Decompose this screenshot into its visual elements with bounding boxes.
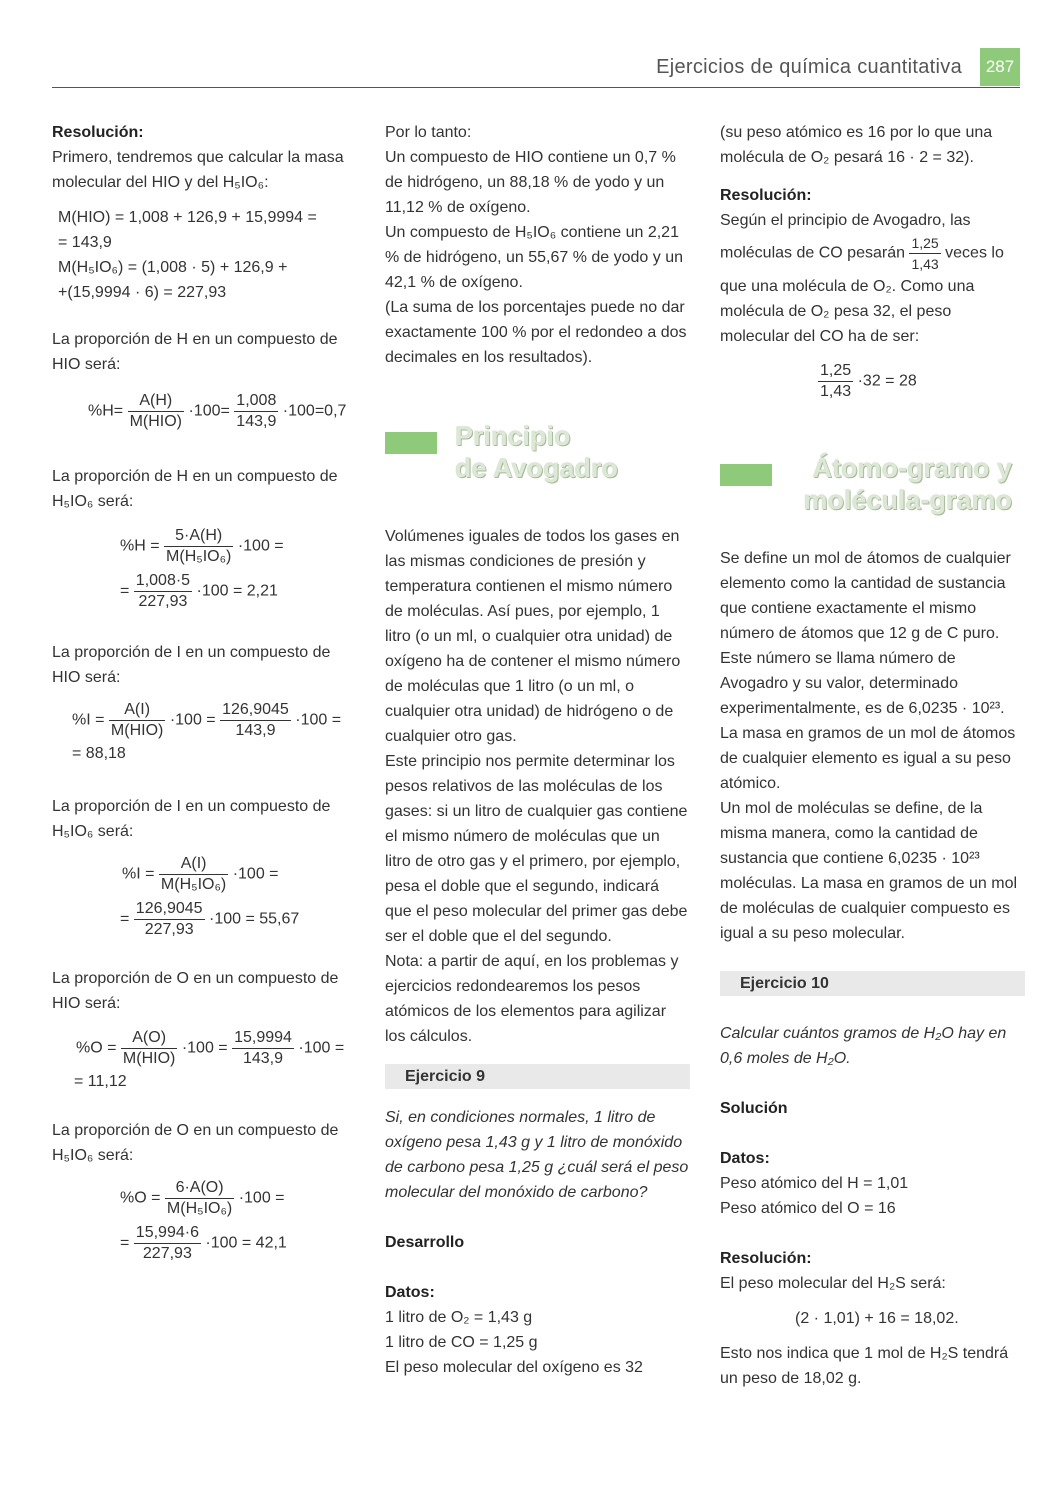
equation-i-h5io6-line2 — [52, 899, 362, 940]
eq-numerator: A(O) — [121, 1028, 177, 1049]
section-title — [455, 420, 618, 484]
eq-lhs: %O = — [76, 1039, 117, 1057]
eq-rhs: ·32 = 28 — [857, 372, 917, 390]
eq-lhs: %I = — [72, 711, 105, 729]
eq-numerator: A(H) — [128, 391, 184, 412]
hio-composition: Un compuesto de HIO contiene un 0,7 % de hidrógeno, un 88,18 % de yodo y un 11,12 % de oxígeno. — [385, 149, 676, 216]
eq-denominator: M(HIO) — [122, 1050, 176, 1067]
eq-rhs: ·100 = — [295, 711, 342, 729]
desarrollo-label: Desarrollo — [385, 1234, 465, 1251]
resolution-text-b: veces lo que una molécula de O₂. Como una molécula de O₂ pesa 32, el peso molecular del CO ha de ser: — [720, 244, 1004, 345]
equation-o-hio-result: = 11,12 — [74, 1073, 127, 1090]
resolution-text — [720, 208, 1025, 349]
column-left — [52, 120, 362, 1264]
continuation-text: (su peso atómico es 16 por lo que una molécula de O₂ pesará 16 · 2 = 32). — [720, 124, 993, 166]
dato-1: Peso atómico del H = 1,01 — [720, 1175, 909, 1192]
exercise-10-statement: Calcular cuántos gramos de H₂O hay en 0,6 moles de H₂O. — [720, 1025, 1007, 1067]
exercise-10-box: Ejercicio 10 — [720, 971, 1025, 996]
eq-denominator: 143,9 — [235, 722, 276, 739]
mol-atoms-text: Se define un mol de átomos de cualquier elemento como la cantidad de sustancia que contiene exactamente el mismo número de átomos que 12 g de C puro. Este número se llama número de Avogadro y su valor, determinado experimentalmente, es de 6,0235 · 10²³. La masa en gramos de un mol de átomos de cualquier elemento es igual a su peso atómico. — [720, 550, 1016, 792]
paragraph-o-h5io6: La proporción de O en un compuesto de H₅IO₆ será: — [52, 1122, 339, 1164]
eq-denominator: 227,93 — [144, 921, 194, 938]
eq-numerator: 15,994·6 — [134, 1223, 201, 1244]
eq-rhs: ·100 = 55,67 — [208, 910, 300, 928]
section-bar — [720, 464, 772, 486]
eq-numerator: 126,9045 — [134, 899, 205, 920]
eq-rhs: ·100 = — [298, 1039, 345, 1057]
eq-rhs: ·100 = 2,21 — [196, 582, 278, 600]
solucion-label: Solución — [720, 1100, 788, 1117]
eq-denominator: 143,9 — [236, 413, 277, 430]
equation-i-hio — [52, 700, 362, 741]
eq-lhs: = — [120, 1234, 130, 1252]
final-text: Esto nos indica que 1 mol de H₂S tendrá un peso de 18,02 g. — [720, 1345, 1009, 1387]
eq-lhs: %O = — [120, 1189, 161, 1207]
resolution-2-text: El peso molecular del H₂S será: — [720, 1275, 946, 1292]
dato-1: 1 litro de O₂ = 1,43 g — [385, 1309, 533, 1326]
eq-mid: ·100 = — [181, 1039, 228, 1057]
equation-i-h5io6 — [52, 854, 362, 895]
page-number: 287 — [980, 48, 1020, 86]
eq-mid: ·100 = — [238, 1189, 285, 1207]
eq-numerator: 15,9994 — [232, 1028, 294, 1049]
eq-denominator: M(H₅IO₆) — [166, 1200, 233, 1217]
ratio-denominator: 1,43 — [911, 256, 939, 272]
section-title-line2: molécula-gramo — [803, 485, 1012, 515]
paragraph-h-h5io6: La proporción de H en un compuesto de H₅IO₆ será: — [52, 468, 338, 510]
m-h5io6-line1: M(H₅IO₆) = (1,008 · 5) + 126,9 + — [58, 259, 288, 276]
column-middle — [385, 120, 690, 1380]
ratio-numerator: 1,25 — [909, 233, 940, 254]
eq-denominator: M(HIO) — [129, 413, 183, 430]
equation-o-hio — [52, 1028, 362, 1069]
equation-o-h5io6 — [52, 1178, 362, 1219]
equation-h-h5io6 — [52, 526, 362, 567]
m-hio-line2: = 143,9 — [58, 234, 112, 251]
eq-numerator: 1,008 — [234, 391, 278, 412]
eq-rhs: ·100=0,7 — [282, 402, 347, 420]
eq-denominator: 143,9 — [242, 1050, 284, 1067]
avogadro-principle-text: Volúmenes iguales de todos los gases en las mismas condiciones de presión y temperatura contienen el mismo número de moléculas. Así pues, por ejemplo, 1 litro (o un ml, o cualquier otra unidad) de oxígeno ha de contener el mismo número de moléculas que 1 litro (o un ml, o cualquier otra unidad) de hidrógeno o de cualquier otro gas. — [385, 528, 681, 745]
header-rule — [52, 87, 1020, 88]
rounding-note: (La suma de los porcentajes puede no dar exactamente 100 % por el redondeo a dos decimales en los resultados). — [385, 299, 687, 366]
dato-3: El peso molecular del oxígeno es 32 — [385, 1359, 643, 1376]
nota-text: Nota: a partir de aquí, en los problemas y ejercicios redondearemos los pesos atómicos de los elementos para agilizar los cálculos. — [385, 953, 679, 1045]
exercise-9-box: Ejercicio 9 — [385, 1064, 690, 1089]
h5io6-composition: Un compuesto de H₅IO₆ contiene un 2,21 % de hidrógeno, un 55,67 % de yodo y un 42,1 % de oxígeno. — [385, 224, 683, 291]
eq-numerator: 126,9045 — [220, 700, 291, 721]
equation-o-h5io6-line2 — [52, 1223, 362, 1264]
equation-h2s: (2 · 1,01) + 16 = 18,02. — [795, 1310, 959, 1327]
principle-application-text: Este principio nos permite determinar los pesos relativos de las moléculas de los gases: si un litro de cualquier gas contiene el mismo número de moléculas que un litro de otro gas y el primero, por ejemplo, pesa el doble que el segundo, indicará que el peso molecular del primer gas debe ser el doble que el del segundo. — [385, 753, 688, 945]
m-hio-line1: M(HIO) = 1,008 + 126,9 + 15,9994 = — [58, 209, 317, 226]
eq-denominator: M(H₅IO₆) — [160, 876, 227, 893]
section-heading-atomo-gramo — [720, 452, 1025, 516]
eq-numerator: 6·A(O) — [165, 1178, 234, 1199]
section-title-line2: de Avogadro — [455, 453, 619, 483]
eq-lhs: %H = — [120, 537, 160, 555]
resolucion-label-2: Resolución: — [720, 1250, 812, 1267]
resolution-text-a: Según el principio de Avogadro, las moléculas de CO pesarán — [720, 212, 971, 262]
equation-h-hio — [52, 391, 362, 432]
eq-numerator: A(I) — [159, 854, 228, 875]
eq-numerator: 5·A(H) — [164, 526, 233, 547]
por-lo-tanto: Por lo tanto: — [385, 124, 472, 141]
section-bar — [385, 432, 437, 454]
eq-lhs: = — [120, 910, 130, 928]
section-title-line1: Principio — [455, 421, 571, 451]
equation-h-h5io6-line2 — [52, 571, 362, 612]
eq-numerator: 1,008·5 — [134, 571, 192, 592]
eq-lhs: = — [120, 582, 130, 600]
exercise-9-statement: Si, en condiciones normales, 1 litro de oxígeno pesa 1,43 g y 1 litro de monóxido de carbono pesa 1,25 g ¿cuál será el peso molecular del monóxido de carbono? — [385, 1109, 689, 1201]
eq-mid: ·100 = — [237, 537, 284, 555]
eq-denominator: M(HIO) — [110, 722, 164, 739]
eq-mid: ·100 = — [169, 711, 216, 729]
paragraph-i-hio: La proporción de I en un compuesto de HIO será: — [52, 644, 331, 686]
section-title — [780, 452, 1012, 516]
m-h5io6-line2: +(15,9994 · 6) = 227,93 — [58, 284, 227, 301]
paragraph-i-h5io6: La proporción de I en un compuesto de H₅IO₆ será: — [52, 798, 331, 840]
section-title-line1: Átomo-gramo y — [812, 453, 1012, 483]
section-heading-avogadro — [385, 420, 690, 484]
intro-text: Primero, tendremos que calcular la masa molecular del HIO y del H₅IO₆: — [52, 149, 344, 191]
datos-label: Datos: — [385, 1284, 435, 1301]
eq-numerator: 1,25 — [818, 361, 853, 382]
paragraph-h-hio: La proporción de H en un compuesto de HIO será: — [52, 331, 338, 373]
eq-denominator: 227,93 — [142, 1245, 192, 1262]
eq-numerator: A(I) — [109, 700, 165, 721]
dato-2: Peso atómico del O = 16 — [720, 1200, 896, 1217]
equation-i-hio-result: = 88,18 — [72, 745, 126, 762]
resolucion-label: Resolución: — [720, 187, 812, 204]
eq-mid: ·100 = — [232, 865, 279, 883]
dato-2: 1 litro de CO = 1,25 g — [385, 1334, 538, 1351]
paragraph-o-hio: La proporción de O en un compuesto de HIO será: — [52, 970, 339, 1012]
eq-denominator: 1,43 — [820, 383, 852, 400]
datos-label: Datos: — [720, 1150, 770, 1167]
column-right — [720, 120, 1025, 1391]
eq-mid: ·100= — [188, 402, 230, 420]
running-header: Ejercicios de química cuantitativa — [656, 56, 962, 78]
mol-molecules-text: Un mol de moléculas se define, de la misma manera, como la cantidad de sustancia que contiene 6,0235 · 10²³ moléculas. La masa en gramos de un mol de moléculas de cualquier compuesto es igual a su peso molecular. — [720, 800, 1018, 942]
eq-denominator: M(H₅IO₆) — [166, 548, 232, 565]
eq-lhs: %H= — [88, 402, 124, 420]
eq-denominator: 227,93 — [138, 593, 188, 610]
eq-rhs: ·100 = 42,1 — [205, 1234, 287, 1252]
resolucion-label: Resolución: — [52, 124, 144, 141]
eq-lhs: %I = — [122, 865, 155, 883]
equation-co-weight — [720, 361, 1025, 402]
